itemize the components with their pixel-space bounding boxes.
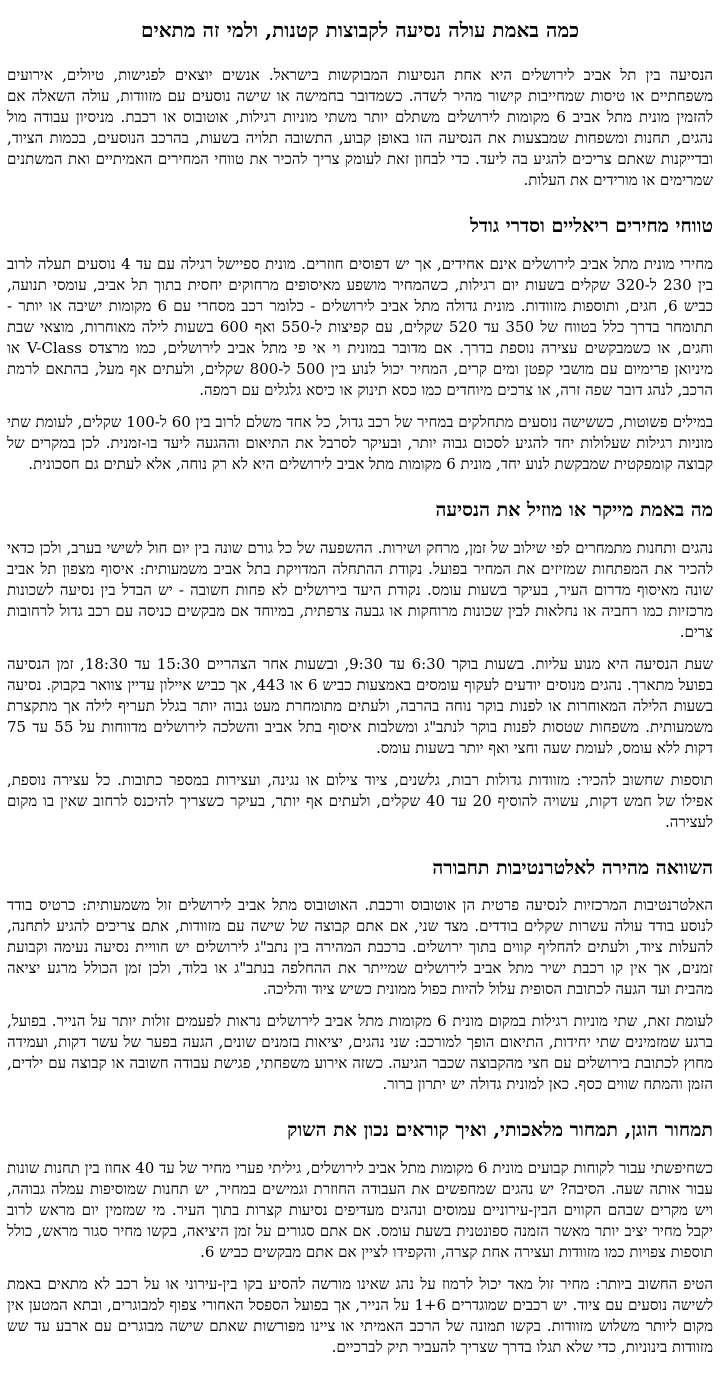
body-paragraph: כשחיפשתי עבור לקוחות קבועים מונית 6 מקומות מתל אביב לירושלים, גיליתי פערי מחיר של עד 40 אחוז בין תחנות שונות עבור אותה שעה. הסיבה? יש נהגים שמחפשים את העבודה החוזרת וגמישים במחיר, יש תחנות שמוסיפות עמלה גבוהה, ויש מקרים שבהם הקווים הבין-עירוניים עמוסים ונהגים מעדיפים נסיעות קצרות בתוך העיר. מי שמזמין יום מראש לרוב יקבל מחיר יציב יותר מאשר הזמנה ספונטנית בשעת עומס. אם אתם סגורים על זמן היציאה, בקשו מחיר סגור מראש, כולל תוספות צפויות כמו מזוודות ועצירה אחת קצרה, והקפידו לציין אם אתם מבקשים כביש 6. [7, 1159, 714, 1261]
intro-paragraph: הנסיעה בין תל אביב לירושלים היא אחת הנסיעות המבוקשות בישראל. אנשים יוצאים לפגישות, טיולים, אירועים משפחתיים או טיסות שמחייבות קישור מהיר לשדה. כשמדובר בחמישה או שישה נוסעים עם מזוודות, עולה השאלה אם להזמין מונית מתל אביב 6 מקומות לירושלים משתלם יותר משתי מוניות רגילות, אוטובוס או רכבת. מניסיון עבודה מול נהגים, תחנות ומשפחות שמבצעות את הנסיעה הזו באופן קבוע, התשובה תלויה בשעות, בהרכב הנוסעים, בכמות הציוד, ובדייקנות שאתם צריכים להגיע בה ליעד. כדי לבחון זאת לעומק צריך להכיר את טווחי המחירים האמיתיים ואת המשתנים שמרימים או מורידים את העלות. [7, 66, 713, 189]
section-alternatives-comparison [7, 857, 713, 1096]
body-paragraph: לעומת זאת, שתי מוניות רגילות במקום מונית 6 מקומות מתל אביב לירושלים נראות לפעמים זולות יותר על הנייר. בפועל, ברגע שמזמינים שתי יחידות, התיאום הופך למורכב: שני נהגים, יציאות בזמנים שונים, הגעה בפער של עשר דקות, ועמידה מחוץ לכתובת בירושלים עם חצי מהקבוצה שכבר הגיעה. כשזה אירוע משפחתי, פגישת עבודה חשובה או קבוצה עם ילדים, הזמן והמתח שווים כסף. כאן למונית גדולה יש יתרון ברור. [7, 1012, 713, 1094]
section-heading: טווחי מחירים ריאליים וסדרי גודל [469, 215, 713, 237]
section-heading: תמחור הוגן, תמחור מלאכותי, ואיך קוראים נכון את השוק [287, 1119, 713, 1142]
section-fair-pricing [7, 1119, 713, 1358]
body-paragraph: האלטרנטיבות המרכזיות לנסיעה פרטית הן אוטובוס ורכבת. האוטובוס מתל אביב לירושלים זול משמעותית: כרטיס בודד לנוסע בודד עולה עשרות שקלים בודדים. מצד שני, אם אתם קבוצה של שישה עם מזוודות, אתם צריכים להגיע לתחנה, להעלות ציוד, ולעתים להחליף קווים בתוך ירושלים. ברכבת המהירה בין נתב"ג לירושלים יש חוויית נסיעה נעימה וקבועת זמנים, אך אין קו רכבת ישיר מתל אביב לירושלים שמייתר את ההחלפה בנתב"ג או בלוד, ולכן זמן הכולל מרגע יציאה מהבית ועד הגעה לכתובת הסופית עלול להיות כפול ממונית כשיש ציוד והליכה. [7, 896, 713, 999]
body-paragraph: מחירי מונית מתל אביב לירושלים אינם אחידים, אך יש דפוסים חוזרים. מונית ספיישל רגילה עם עד 4 נוסעים תעלה לרוב בין 230 ל-320 שקלים בשעות יום רגילות, כשהמחיר מושפע מאיסופים מרחוקים יחסית בתוך תל אביב, עומסי תנועה, כביש 6, חגים, ותוספות מזוודות. מונית גדולה מתל אביב לירושלים - כלומר רכב מסחרי עם 6 מקומות ישיבה או יותר - תתומחר בדרך כלל בטווח של 350 עד 520 שקלים, עם קפיצות ל-550 ואף 600 בשעות לילה מאוחרות, מוצאי שבת וחגים, או כשמבקשים עצירה נוספת בדרך. אם מדובר במונית וי אי פי מתל אביב לירושלים, כמו מרצדס V-Class או מיניואן פרימיום עם מושבי קפטן ומים קרים, המחיר יכול לנוע בין 500 ל-800 שקלים, ולעתים אף מעל, בהתאם לרמת הרכב, לנהג דובר שפה זרה, או צרכים מיוחדים כמו כסא תינוק או כיסא גלגלים עם רמפה. [7, 254, 714, 399]
body-paragraph: תוספות שחשוב להכיר: מזוודות גדולות רבות, גלשנים, ציוד צילום או נגינה, ועצירות במספר כתובות. כל עצירה נוספת, אפילו של חמש דקות, עשויה להוסיף 20 עד 40 שקלים, ולעתים אף יותר, בעיקר כשצריך להיכנס לרחוב שאין בו מקום לעצירה. [7, 770, 713, 831]
body-paragraph: הטיפ החשוב ביותר: מחיר זול מאד יכול לרמוז על נהג שאינו מורשה להסיע בקו בין-עירוני או על רכב לא מתאים באמת לשישה נוסעים עם ציוד. יש רכבים שמוגדרים 1+6 על הנייר, אך בפועל הספסל האחורי צפוף למבוגרים, ובתא המטען אין מקום ליותר משלוש מזוודות. בקשו תמונה של הרכב האמיתי או ציינו מפורשות שאתם שישה מבוגרים עם ארבע עד שש מזוודות בינוניות, כדי שלא תגלו בדרך שצריך להעביר תיק לברכיים. [7, 1275, 714, 1356]
page-title: כמה באמת עולה נסיעה לקבוצות קטנות, ולמי זה מתאים [140, 18, 580, 42]
body-paragraph: שעת הנסיעה היא מנוע עליות. בשעות בוקר 6:30 עד 9:30, ובשעות אחר הצהריים 15:30 עד 18:30, זמן הנסיעה בפועל מתארך. נהגים מנוסים יודעים לעקוף עומסים באמצעות כביש 6 או 443, אך כביש איילון עדיין צוואר בקבוק. נסיעה בשעות הלילה המאוחרות או לפנות בוקר נוחה בהרבה, ולעתים מתומחרת מעט גבוה יותר בגלל תעריף לילה אך מתקצרת משמעותית. משפחות שטסות לפנות בוקר לנתב"ג ומשלבות איסוף בתל אביב והשלכה לירושלים מדווחות על 55 עד 75 דקות ללא עומס, לעומת שעה וחצי ואף יותר בשעות עומס. [7, 654, 713, 757]
section-price-ranges [7, 215, 713, 475]
body-paragraph: נהגים ותחנות מתמחרים לפי שילוב של זמן, מרחק ושירות. ההשפעה של כל גורם שונה בין יום חול לשישי בערב, ולכן כדאי להכיר את המפתחות שמזיזים את המחיר בפועל. נקודת ההתחלה המדויקת בתל אביב משמעותית: איסוף מצפון תל אביב שונה מאיסוף מדרום העיר, בעיקר בשעות עומס. נקודת היעד בירושלים לא פחות חשובה - יש הבדל בין נסיעה לשכונות מרכזיות כמו רחביה או נחלאות לבין שכונות מרוחקות או גבעה צרפתית, במיוחד אם מבקשים כניסה עם רכב גדול לרחובות צרים. [7, 538, 713, 641]
section-heading: השוואה מהירה לאלטרנטיבות תחבורה [432, 856, 713, 879]
body-paragraph: במילים פשוטות, כששישה נוסעים מתחלקים במחיר של רכב גדול, כל אחד משלם לרוב בין 60 ל-100 שקלים, לעומת שתי מוניות רגילות שעלולות יחד להגיע לסכום גבוה יותר, ובעיקר לסרבל את התיאום וההגעה ליעד בו-זמנית. לכן במקרים של קבוצה קומפקטית שמבקשת לנוע יחד, מונית 6 מקומות מתל אביב לירושלים היא לא רק נוחה, אלא לעתים גם חסכונית. [7, 412, 713, 473]
section-heading: מה באמת מייקר או מוזיל את הנסיעה [435, 498, 713, 521]
section-price-factors [7, 499, 713, 833]
